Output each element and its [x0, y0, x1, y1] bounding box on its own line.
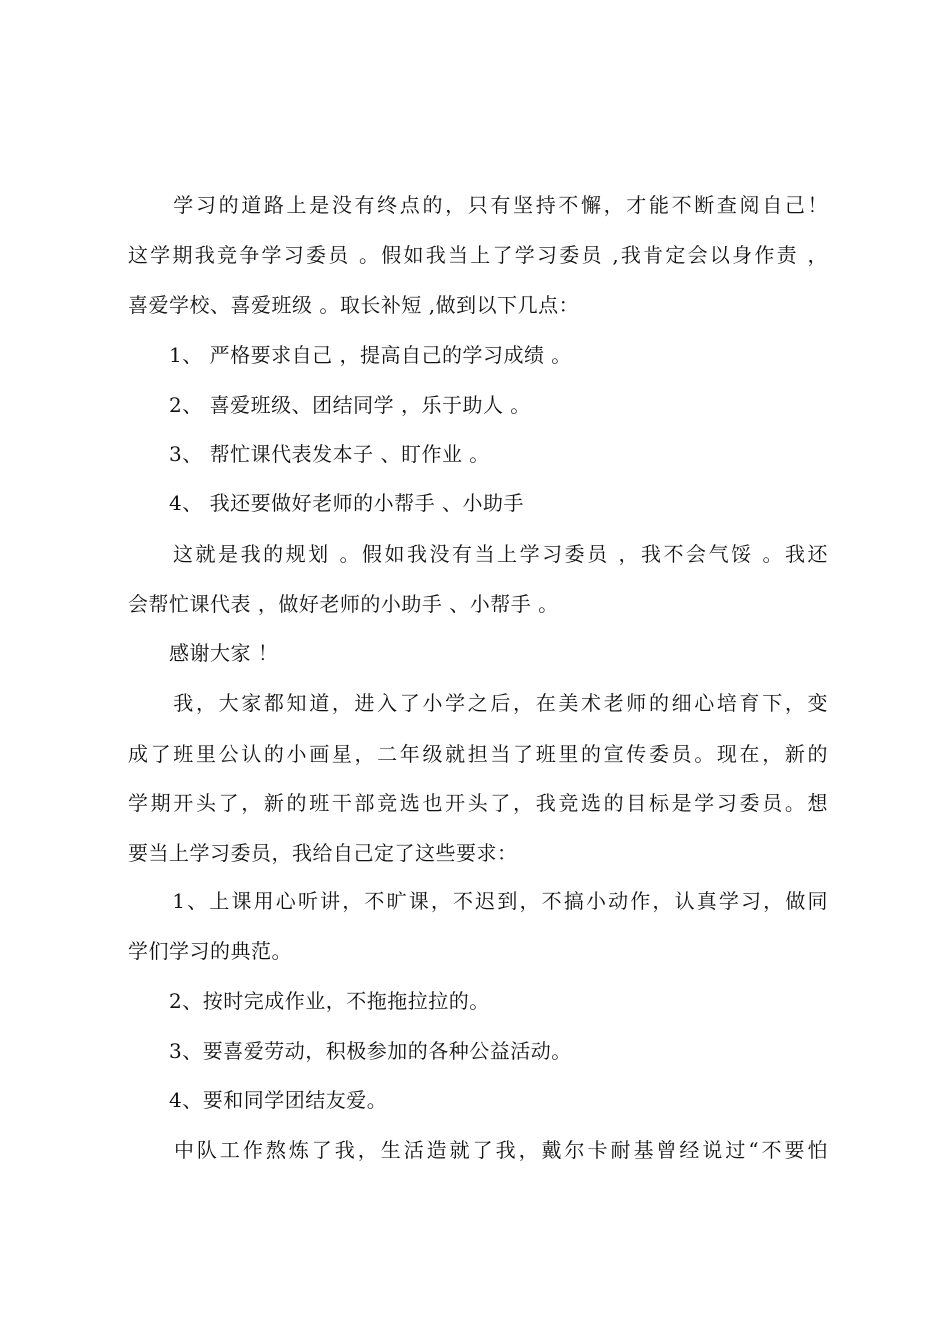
text-line: 要当上学习委员，我给自己定了这些要求：: [128, 841, 518, 865]
list-item: 3、 帮忙课代表发本子 、盯作业 。: [128, 442, 490, 466]
text-line: 学们学习的典范。: [128, 939, 292, 963]
list-item: 3、要喜爱劳动，积极参加的各种公益活动。: [128, 1039, 572, 1063]
text-line: 成了班里公认的小画星，二年级就担当了班里的宣传委员。现在，新的: [128, 742, 828, 766]
text-line: 中队工作熬炼了我，生活造就了我，戴尔卡耐基曾经说过“不要怕: [128, 1138, 828, 1162]
text-line: 这学期我竞争学习委员 。假如我当上了学习委员 ,我肯定会以身作责 ，: [128, 243, 828, 267]
list-item: 2、按时完成作业，不拖拖拉拉的。: [128, 989, 490, 1013]
text-line: 感谢大家 ！: [128, 641, 279, 665]
list-item: 1、上课用心听讲，不旷课，不迟到，不搞小动作，认真学习，做同: [128, 889, 828, 913]
text-line: 学期开头了，新的班干部竞选也开头了，我竞选的目标是学习委员。想: [128, 791, 828, 815]
text-line: 这就是我的规划 。假如我没有当上学习委员 ，我不会气馁 。我还: [128, 542, 828, 566]
text-line: 喜爱学校、喜爱班级 。取长补短 ,做到以下几点：: [128, 293, 580, 317]
text-line: 学习的道路上是没有终点的，只有坚持不懈，才能不断查阅自己！: [128, 193, 828, 217]
list-item: 4、要和同学团结友爱。: [128, 1088, 388, 1112]
text-line: 会帮忙课代表 ，做好老师的小助手 、小帮手 。: [128, 592, 559, 616]
list-item: 4、 我还要做好老师的小帮手 、小助手: [128, 491, 524, 515]
list-item: 1、 严格要求自己 ，提高自己的学习成绩 。: [128, 343, 572, 367]
text-line: 我，大家都知道，进入了小学之后，在美术老师的细心培育下，变: [128, 691, 828, 715]
list-item: 2、 喜爱班级、团结同学 ，乐于助人 。: [128, 393, 531, 417]
